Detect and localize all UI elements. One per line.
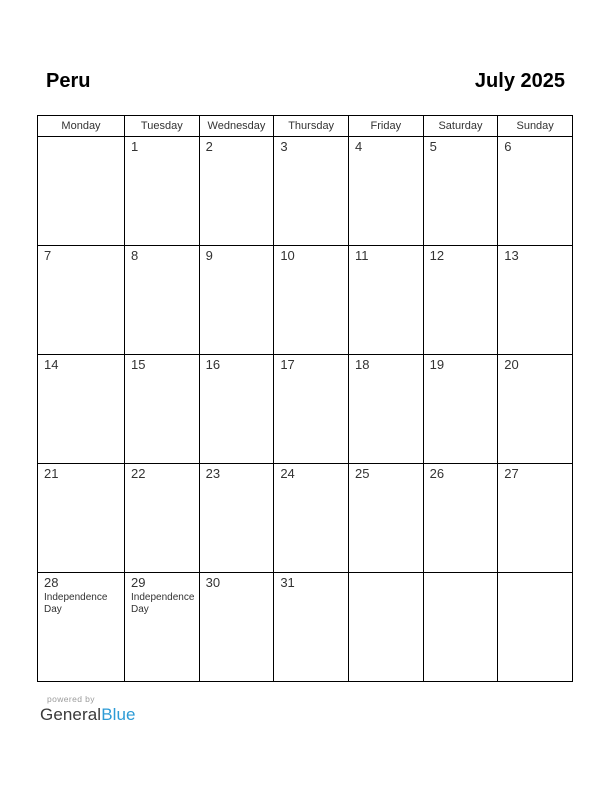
weekday-header-monday: Monday — [38, 116, 125, 137]
calendar-week-row — [38, 464, 573, 573]
day-cell-9 — [199, 246, 274, 355]
day-cell-2 — [199, 137, 274, 246]
day-number: 5 — [429, 139, 437, 154]
day-number: 21 — [44, 466, 59, 481]
country-title: Peru — [46, 70, 91, 92]
day-number: 22 — [131, 466, 146, 481]
day-number: 26 — [429, 466, 445, 481]
day-number: 3 — [280, 139, 288, 154]
holiday-label: Independence Day — [44, 591, 108, 616]
brand-blue-text: Blue — [101, 705, 136, 724]
day-cell-6 — [498, 137, 573, 246]
day-number: 29 — [131, 575, 146, 590]
day-number: 8 — [131, 248, 139, 263]
calendar-week-row — [38, 137, 573, 246]
day-cell-31 — [274, 573, 349, 682]
day-number: 14 — [44, 357, 59, 372]
day-cell-1 — [125, 137, 200, 246]
day-number: 28 — [44, 575, 59, 590]
brand-general-text: General — [40, 705, 102, 724]
day-cell-29 — [125, 573, 200, 682]
day-number: 7 — [44, 248, 52, 263]
day-number: 20 — [504, 357, 519, 372]
day-number: 10 — [280, 248, 295, 263]
weekday-header-friday: Friday — [348, 116, 423, 137]
day-cell-15 — [125, 355, 200, 464]
day-number: 25 — [354, 466, 370, 481]
day-cell-26 — [423, 464, 498, 573]
day-cell-7 — [38, 246, 125, 355]
month-title: July 2025 — [474, 70, 565, 92]
day-number: 27 — [504, 466, 519, 481]
day-cell-empty — [348, 573, 423, 682]
day-number: 24 — [280, 466, 295, 481]
powered-by-label: powered by — [47, 694, 95, 704]
day-number: 18 — [354, 357, 370, 372]
day-cell-19 — [423, 355, 498, 464]
day-cell-4 — [348, 137, 423, 246]
footer — [40, 694, 136, 725]
day-cell-17 — [274, 355, 349, 464]
day-number: 13 — [504, 248, 519, 263]
calendar-week-row — [38, 246, 573, 355]
calendar-week-row — [38, 355, 573, 464]
day-number: 9 — [205, 248, 213, 263]
day-number: 12 — [429, 248, 445, 263]
day-cell-13 — [498, 246, 573, 355]
weekday-header-row — [38, 116, 573, 137]
day-cell-8 — [125, 246, 200, 355]
day-cell-14 — [38, 355, 125, 464]
day-cell-11 — [348, 246, 423, 355]
day-cell-21 — [38, 464, 125, 573]
day-number: 1 — [131, 139, 139, 154]
calendar-body — [38, 137, 573, 682]
holiday-label: Independence Day — [131, 591, 195, 616]
day-cell-3 — [274, 137, 349, 246]
day-number: 4 — [354, 139, 363, 154]
day-cell-18 — [348, 355, 423, 464]
calendar-week-row — [38, 573, 573, 682]
day-cell-20 — [498, 355, 573, 464]
day-number: 15 — [131, 357, 146, 372]
day-number: 30 — [205, 575, 221, 590]
day-cell-5 — [423, 137, 498, 246]
general-blue-logo-link[interactable] — [40, 705, 136, 724]
weekday-header-saturday: Saturday — [423, 116, 498, 137]
day-cell-10 — [274, 246, 349, 355]
weekday-header-thursday: Thursday — [274, 116, 349, 137]
day-cell-12 — [423, 246, 498, 355]
day-number: 17 — [280, 357, 295, 372]
day-cell-empty — [38, 137, 125, 246]
day-number: 23 — [205, 466, 221, 481]
day-number: 31 — [280, 575, 295, 590]
weekday-header-sunday: Sunday — [498, 116, 573, 137]
weekday-header-wednesday: Wednesday — [199, 116, 274, 137]
day-cell-27 — [498, 464, 573, 573]
day-cell-16 — [199, 355, 274, 464]
day-cell-28 — [38, 573, 125, 682]
day-number: 11 — [354, 248, 369, 263]
day-cell-empty — [498, 573, 573, 682]
day-number: 6 — [504, 139, 512, 154]
day-number: 19 — [429, 357, 445, 372]
day-cell-23 — [199, 464, 274, 573]
day-number: 16 — [205, 357, 221, 372]
weekday-header-tuesday: Tuesday — [125, 116, 200, 137]
day-number: 2 — [205, 139, 213, 154]
day-cell-empty — [423, 573, 498, 682]
day-cell-25 — [348, 464, 423, 573]
day-cell-22 — [125, 464, 200, 573]
calendar-table — [37, 115, 573, 682]
day-cell-24 — [274, 464, 349, 573]
day-cell-30 — [199, 573, 274, 682]
